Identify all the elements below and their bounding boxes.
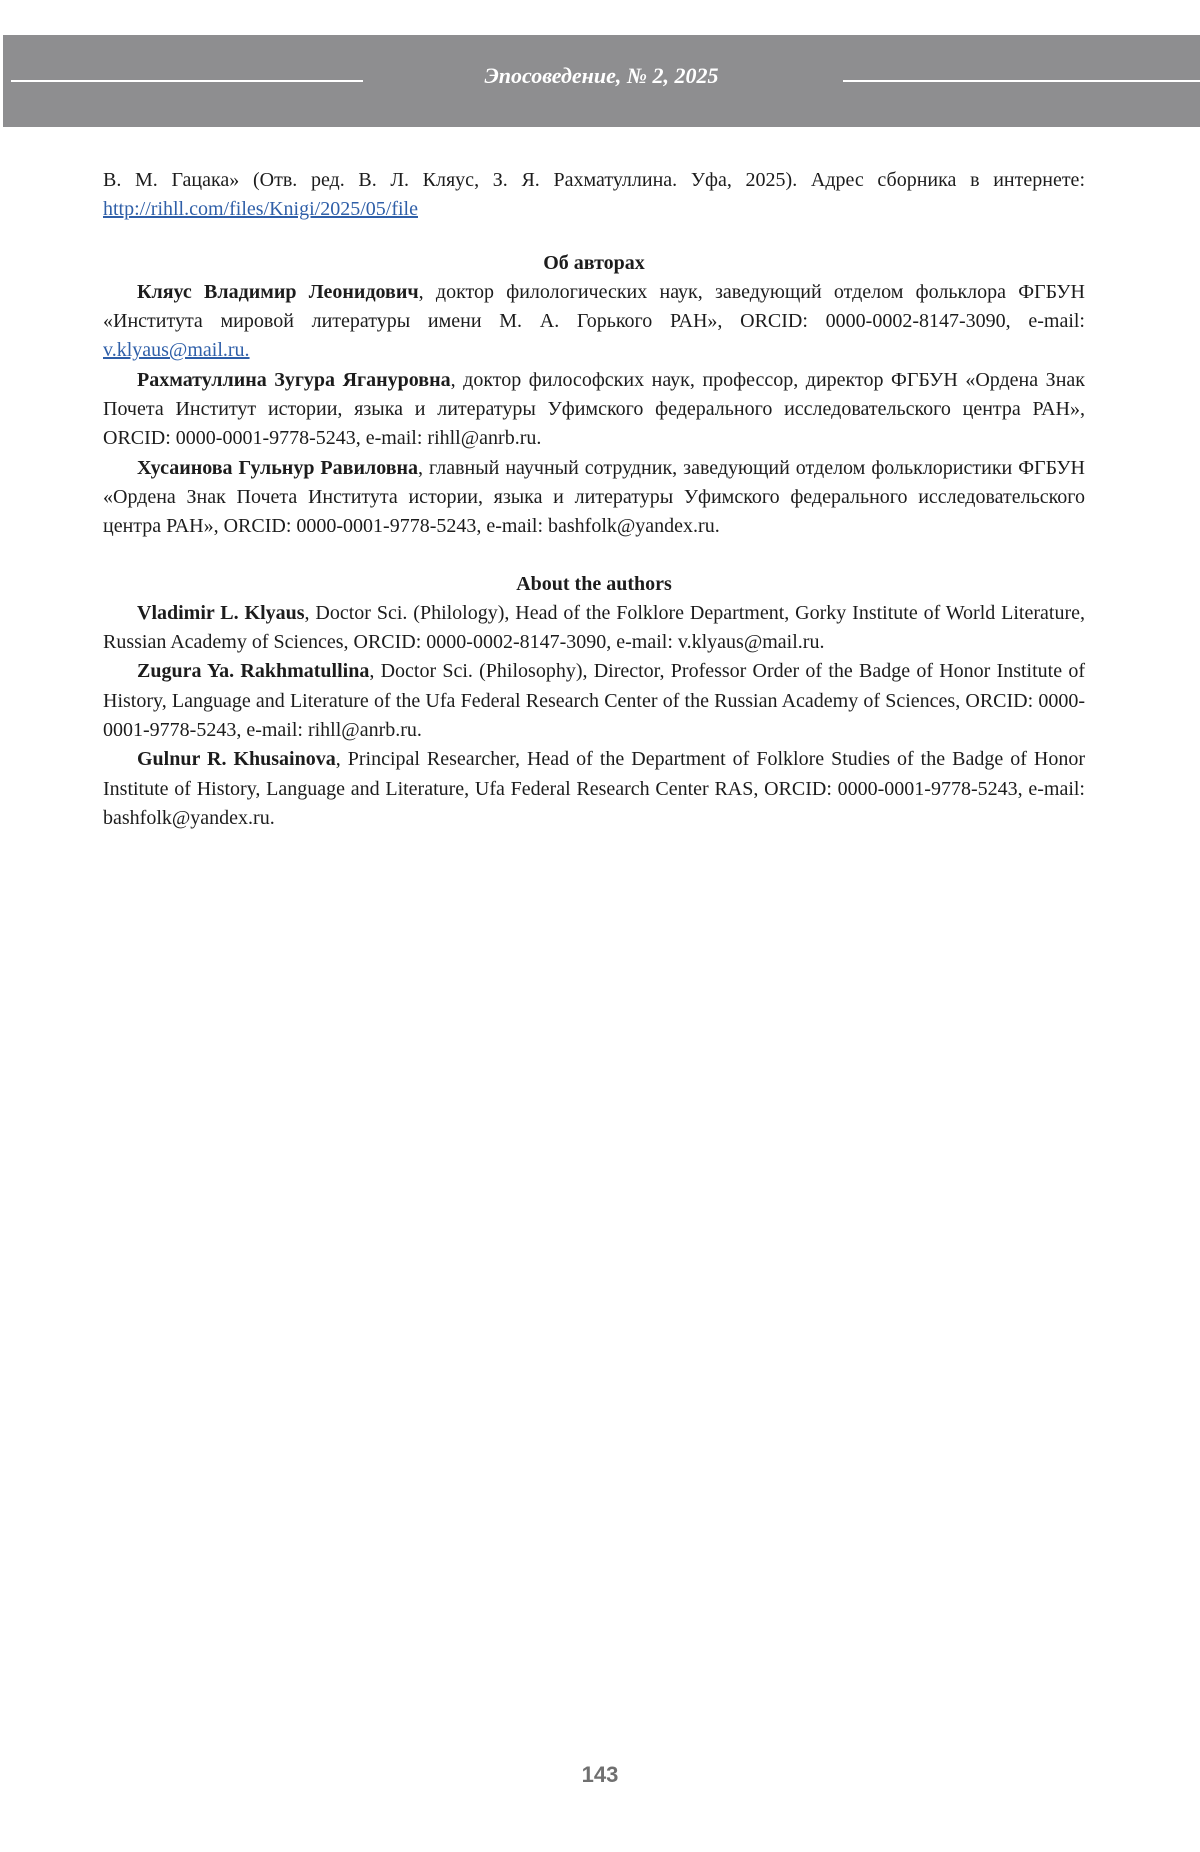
author-ru-text-1: , доктор филологических наук, заведующий отделом фольклора ФГБУН «Института мировой литературы имени М. А. Горького РАН», ORCID: 0000-0002-8147-3090, e-mail: bbox=[103, 280, 1086, 333]
author-en-name-1: Vladimir L. Klyaus bbox=[137, 601, 305, 624]
intro-paragraph bbox=[103, 166, 1085, 225]
author-en-entry-2 bbox=[103, 657, 1085, 745]
author-ru-entry-1 bbox=[103, 278, 1085, 366]
author-en-name-3: Gulnur R. Khusainova bbox=[137, 748, 336, 771]
author-en-entry-1 bbox=[103, 599, 1085, 658]
page-number: 143 bbox=[581, 1762, 619, 1787]
author-ru-text-3: , главный научный сотрудник, заведующий отделом фольклористики ФГБУН «Ордена Знак Почета Института истории, языка и литературы Уфимского федерального исследовательского центра РАН», ORCID: 0000-0001-9778-5243, e-mail: bashfolk@yandex.ru. bbox=[103, 456, 1085, 538]
author-ru-name-1: Кляус Владимир Леонидович bbox=[137, 280, 419, 303]
spacer bbox=[103, 542, 1085, 570]
author-ru-name-2: Рахматуллина Зугура Ягануровна bbox=[137, 368, 451, 391]
author-ru-name-3: Хусаинова Гульнур Равиловна bbox=[137, 456, 419, 479]
author-ru-entry-2 bbox=[103, 366, 1085, 454]
author-ru-email-link-1[interactable]: v.klyaus@mail.ru. bbox=[103, 339, 250, 362]
journal-running-title: Эпосоведение, № 2, 2025 bbox=[484, 63, 719, 88]
page-body bbox=[103, 166, 1085, 833]
authors-en-heading: About the authors bbox=[516, 572, 672, 595]
header-rule-right bbox=[843, 80, 1200, 82]
author-ru-text-2: , доктор философских наук, профессор, директор ФГБУН «Ордена Знак Почета Институт истории, языка и литературы Уфимского федерального исследовательского центра РАН», ORCID: 0000-0001-9778-5243, e-mail: rihll@anrb.ru. bbox=[103, 368, 1085, 450]
author-en-name-2: Zugura Ya. Rakhmatullina bbox=[137, 660, 370, 683]
collection-url-link[interactable]: http://rihll.com/files/Knigi/2025/05/file bbox=[103, 198, 418, 221]
author-en-entry-3 bbox=[103, 745, 1085, 833]
author-ru-entry-3 bbox=[103, 454, 1085, 542]
spacer bbox=[103, 225, 1085, 249]
journal-header-band bbox=[3, 35, 1200, 127]
intro-text: В. М. Гацака» (Отв. ред. В. Л. Кляус, З. Я. Рахматуллина. Уфа, 2025). Адрес сборника в интернете: bbox=[103, 169, 1085, 191]
authors-ru-heading: Об авторах bbox=[543, 251, 645, 274]
author-en-text-3: , Principal Researcher, Head of the Department of Folklore Studies of the Badge of Honor Institute of History, Language and Literature, Ufa Federal Research Center RAS, ORCID: 0000-0001-9778-5243, e-mail: bashfolk@yandex.ru. bbox=[103, 748, 1085, 829]
author-en-text-1: , Doctor Sci. (Philology), Head of the Folklore Department, Gorky Institute of World Literature, Russian Academy of Sciences, ORCID: 0000-0002-8147-3090, e-mail: v.klyaus@mail.ru. bbox=[103, 601, 1085, 654]
author-en-text-2: , Doctor Sci. (Philosophy), Director, Professor Order of the Badge of Honor Institute of History, Language and Literature of the Ufa Federal Research Center of the Russian Academy of Sciences, ORCID: 0000-0001-9778-5243, e-mail: rihll@anrb.ru. bbox=[103, 660, 1085, 742]
